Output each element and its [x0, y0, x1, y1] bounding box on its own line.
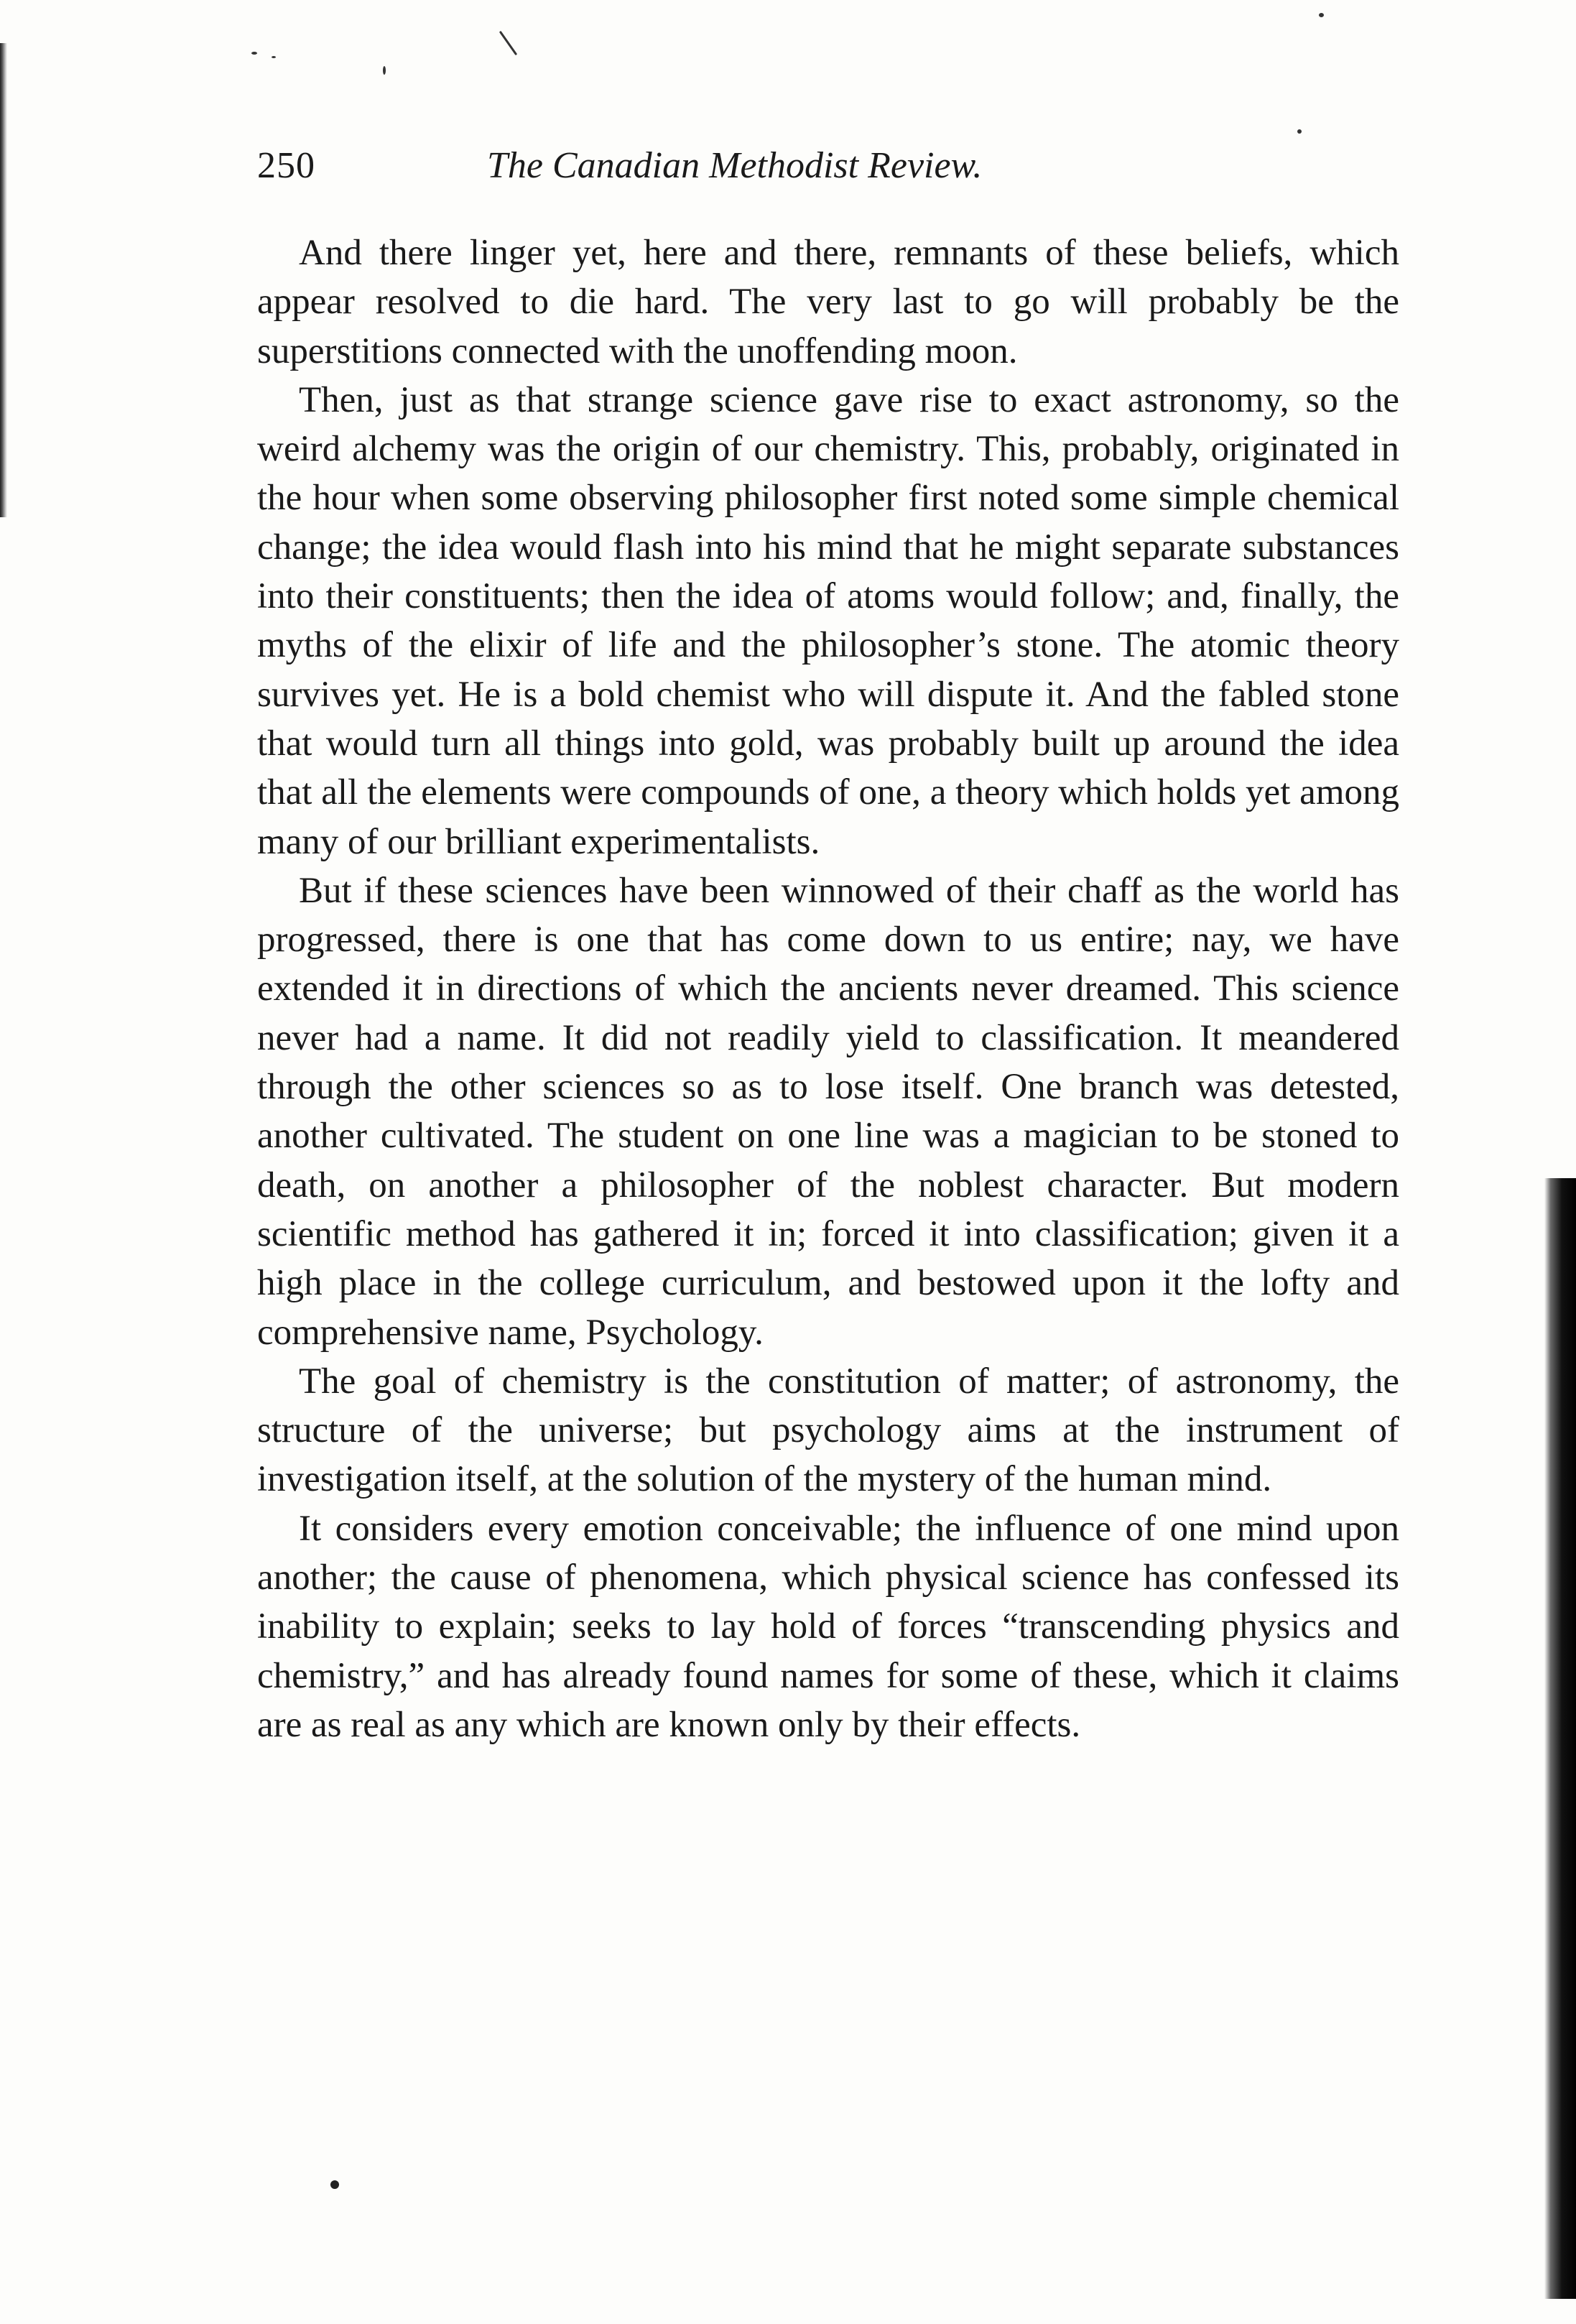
left-binding-edge [0, 43, 7, 517]
scan-speck [272, 56, 276, 58]
running-header [257, 141, 1406, 191]
scan-speck [251, 52, 257, 55]
right-binding-edge [1544, 1178, 1576, 2299]
paragraph-3: But if these sciences have been winnowed of their chaff as the world has progressed, there is one that has come down to us entire; nay, we have extended it in directions of which the ancients never dreamed. This science never had a name. It did not readily yield to classification. It meandered through the other sciences so as to lose itself. One branch was detested, another cultivated. The student on one line was a magician to be stoned to death, on another a philosopher of the noblest character. But modern scientific method has gathered it in; forced it into classification; given it a high place in the college curriculum, and bestowed upon it the lofty and comprehensive name, Psychology. [257, 870, 1399, 1353]
scan-speck [499, 31, 517, 55]
scan-speck [383, 66, 386, 75]
paragraph-4: The goal of chemistry is the constitution of matter; of astronomy, the structure of the universe; but psychology aims at the instrument of investigation itself, at the solution of the mystery of the human mind. [257, 1361, 1399, 1500]
scan-speck [1297, 129, 1302, 134]
page-number: 250 [257, 145, 315, 186]
ink-dot [330, 2180, 339, 2189]
body-text [257, 228, 1399, 1749]
scan-speck [1319, 13, 1324, 17]
paragraph-5: It considers every emotion conceivable; the influence of one mind upon another; the cause of phenomena, which physical science has confessed its inability to explain; seeks to lay hold of forces “transcending physics and chemistry,” and has already found names for some of these, which it claims are as real as any which are known only by their effects. [257, 1508, 1399, 1745]
running-title: The Canadian Methodist Review. [487, 145, 983, 186]
paragraph-1: And there linger yet, here and there, remnants of these beliefs, which appear resolved to die hard. The very last to go will probably be the superstitions connected with the unoffending moon. [257, 233, 1399, 371]
paragraph-2: Then, just as that strange science gave rise to exact astronomy, so the weird alchemy was the origin of our chemistry. This, probably, originated in the hour when some observing philosopher first noted some simple chemical change; the idea would flash into his mind that he might separate substances into their constituents; then the idea of atoms would follow; and, finally, the myths of the elixir of life and the philosopher’s stone. The atomic theory survives yet. He is a bold chemist who will dispute it. And the fabled stone that would turn all things into gold, was probably built up around the idea that all the elements were compounds of one, a theory which holds yet among many of our brilliant experimentalists. [257, 379, 1399, 862]
